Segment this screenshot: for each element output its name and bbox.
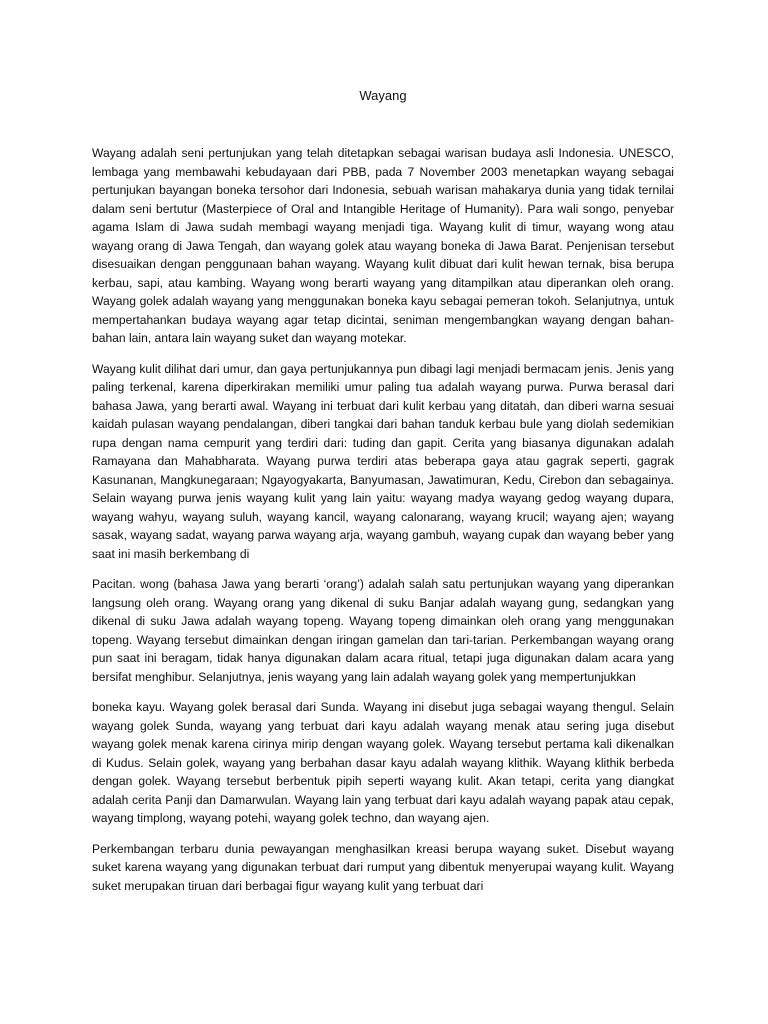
document-page (92, 86, 674, 907)
paragraph-4: boneka kayu. Wayang golek berasal dari Sunda. Wayang ini disebut juga sebagai wayang thengul. Selain wayang golek Sunda, wayang yang terbuat dari kayu adalah wayang menak atau sering juga disebut wayang golek menak karena cirinya mirip dengan wayang golek. Wayang tersebut pertama kali dikenalkan di Kudus. Selain golek, wayang yang berbahan dasar kayu adalah wayang klithik. Wayang klithik berbeda dengan golek. Wayang tersebut berbentuk pipih seperti wayang kulit. Akan tetapi, cerita yang diangkat adalah cerita Panji dan Damarwulan. Wayang lain yang terbuat dari kayu adalah wayang papak atau cepak, wayang timplong, wayang potehi, wayang golek techno, dan wayang ajen. (92, 700, 674, 825)
paragraph-3: Pacitan. wong (bahasa Jawa yang berarti ‘orang’) adalah salah satu pertunjukan wayang yang diperankan langsung oleh orang. Wayang orang yang dikenal di suku Banjar adalah wayang gung, sedangkan yang dikenal di suku Jawa adalah wayang topeng. Wayang topeng dimainkan oleh orang yang menggunakan topeng. Wayang tersebut dimainkan dengan iringan gamelan dan tari-tarian. Perkembangan wayang orang pun saat ini beragam, tidak hanya digunakan dalam acara ritual, tetapi juga digunakan dalam acara yang bersifat menghibur. Selanjutnya, jenis wayang yang lain adalah wayang golek yang mempertunjukkan (92, 577, 674, 684)
paragraph-2: Wayang kulit dilihat dari umur, dan gaya pertunjukannya pun dibagi lagi menjadi bermacam jenis. Jenis yang paling terkenal, karena diperkirakan memiliki umur paling tua adalah wayang purwa. Purwa berasal dari bahasa Jawa, yang berarti awal. Wayang ini terbuat dari kulit kerbau yang ditatah, dan diberi warna sesuai kaidah pulasan wayang pendalangan, diberi tangkai dari bahan tanduk kerbau bule yang diolah sedemikian rupa dengan nama cempurit yang terdiri dari: tuding dan gapit. Cerita yang biasanya digunakan adalah Ramayana dan Mahabharata. Wayang purwa terdiri atas beberapa gaya atau gagrak seperti, gagrak Kasunanan, Mangkunegaraan; Ngayogyakarta, Banyumasan, Jawatimuran, Kedu, Cirebon dan sebagainya. Selain wayang purwa jenis wayang kulit yang lain yaitu: wayang madya wayang gedog wayang dupara, wayang wahyu, wayang suluh, wayang kancil, wayang calonarang, wayang krucil; wayang ajen; wayang sasak, wayang sadat, wayang parwa wayang arja, wayang gambuh, wayang cupak dan wayang beber yang saat ini masih berkembang di (92, 361, 674, 561)
document-title: Wayang (359, 88, 407, 103)
paragraph-1: Wayang adalah seni pertunjukan yang telah ditetapkan sebagai warisan budaya asli Indonesia. UNESCO, lembaga yang membawahi kebudayaan dari PBB, pada 7 November 2003 menetapkan wayang sebagai pertunjukan bayangan boneka tersohor dari Indonesia, sebuah warisan mahakarya dunia yang tidak ternilai dalam seni bertutur (Masterpiece of Oral and Intangible Heritage of Humanity). Para wali songo, penyebar agama Islam di Jawa sudah membagi wayang menjadi tiga. Wayang kulit di timur, wayang wong atau wayang orang di Jawa Tengah, dan wayang golek atau wayang boneka di Jawa Barat. Penjenisan tersebut disesuaikan dengan penggunaan bahan wayang. Wayang kulit dibuat dari kulit hewan ternak, bisa berupa kerbau, sapi, atau kambing. Wayang wong berarti wayang yang ditampilkan atau diperankan oleh orang. Wayang golek adalah wayang yang menggunakan boneka kayu sebagai pemeran tokoh. Selanjutnya, untuk mempertahankan budaya wayang agar tetap dicintai, seniman mengembangkan wayang dengan bahan-bahan lain, antara lain wayang suket dan wayang motekar. (92, 146, 674, 345)
paragraph-5: Perkembangan terbaru dunia pewayangan menghasilkan kreasi berupa wayang suket. Disebut wayang suket karena wayang yang digunakan terbuat dari rumput yang dibentuk menyerupai wayang kulit. Wayang suket merupakan tiruan dari berbagai figur wayang kulit yang terbuat dari (92, 841, 674, 893)
